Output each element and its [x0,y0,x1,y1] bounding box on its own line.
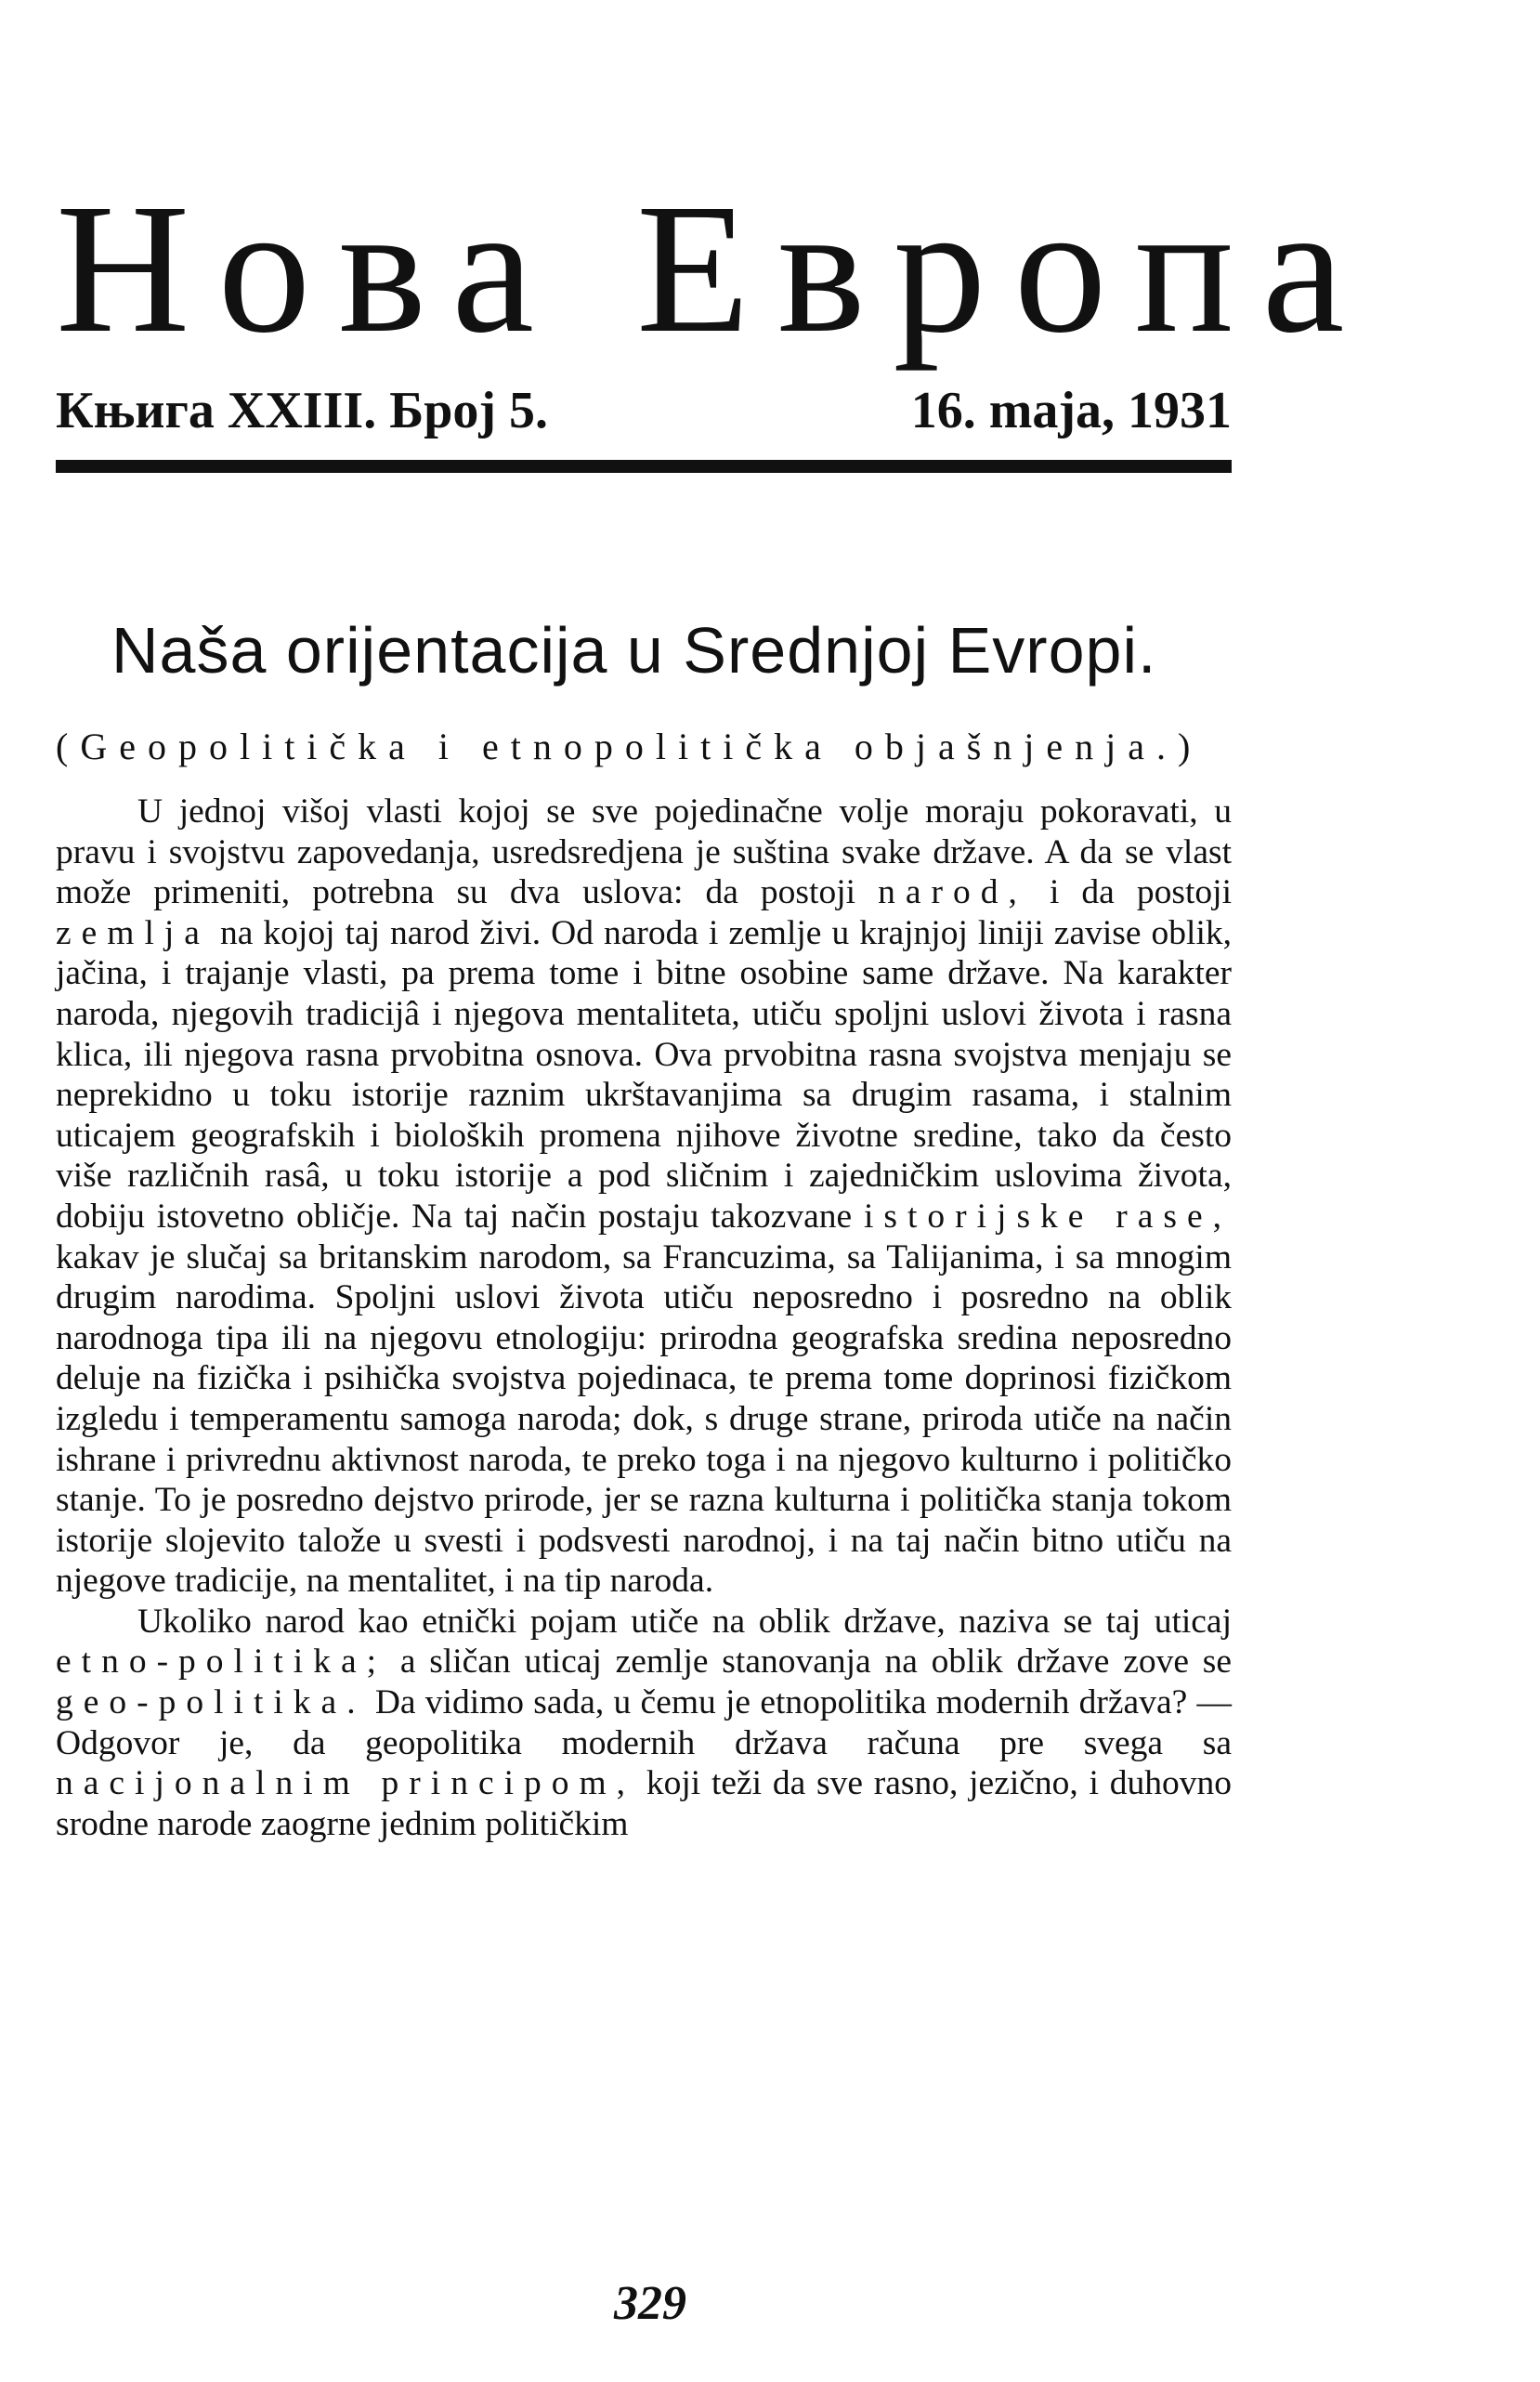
spaced-term: nacijonalnim principom, [56,1764,636,1803]
article-title: Naša orijentacija u Srednjoj Evropi. [111,614,1157,687]
text-run: koji teži da sve rasno, jezično, i duhovno srodne narode zaogrne jednim političkim [56,1764,1232,1843]
issue-line [56,381,1232,440]
spaced-term: etno-politika; [56,1643,387,1682]
spaced-term: geo-politika. [56,1683,366,1722]
masthead-rule [56,460,1232,473]
issue-number: Књига XXIII. Број 5. [56,382,549,439]
text-run: Da vidimo sada, u čemu je etnopolitika modernih država? — Odgovor je, da geopolitika modernih država računa pre svega sa [56,1683,1232,1762]
paragraph [56,792,1232,1602]
text-run: na kojoj taj narod živi. Od naroda i zemlje u krajnjoj liniji zavise oblik, jačina, i trajanje vlasti, pa prema tome i bitne osobine same države. Na karakter naroda, njegovih tradicijâ i njegova mentaliteta, utiču spoljni uslovi života i rasna klica, ili njegova rasna prvobitna osnova. Ova prvobitna rasna svojstva menjaju se neprekidno u toku istorije raznim ukrštavanjima sa drugim rasama, i stalnim uticajem geografskih i bioloških promena njihove životne sredine, tako da često više različnih rasâ, u toku istorije a pod sličnim i zajedničkim uslovima života, dobiju istovetno obličje. Na taj način postaju takozvane [56,913,1232,1236]
spaced-term: zemlja [56,913,210,952]
spaced-term: istorijske rase, [863,1197,1232,1236]
text-run: Ukoliko narod kao etnički pojam utiče na oblik države, naziva se taj uticaj [137,1602,1232,1641]
issue-date: 16. maja, 1931 [910,382,1232,439]
text-run: a sličan uticaj zemlje stanovanja na oblik države zove se [386,1643,1232,1682]
paragraph [56,1602,1232,1845]
article-body [56,792,1232,1844]
spaced-term: narod, [878,873,1027,912]
article-subtitle: (Geopolitička i etnopolitička objašnjenja.) [56,726,1203,767]
page-number: 329 [614,2277,686,2330]
text-run: i da postoji [1026,873,1232,912]
text-run: U jednoj višoj vlasti kojoj se sve pojedinačne volje moraju pokoravati, u pravu i svojstvu zapovedanja, usredsredjena je suština svake države. A da se vlast može primeniti, potrebna su dva uslova: da postoji [56,792,1232,912]
text-run: kakav je slučaj sa britanskim narodom, sa Francuzima, sa Talijanima, i sa mnogim drugim narodima. Spoljni uslovi života utiču neposredno i posredno na oblik narodnoga tipa ili na njegovu etnologiju: prirodna geografska sredina neposredno deluje na fizička i psihička svojstva pojedinaca, te prema tome doprinosi fizičkom izgledu i temperamentu samoga naroda; dok, s druge strane, priroda utiče na način ishrane i privrednu aktivnost naroda, te preko toga i na njegovo kulturno i političko stanje. To je posredno dejstvo prirode, jer se razna kulturna i politička stanja tokom istorije slojevito talože u svesti i podsvesti narodnoj, i na taj način bitno utiču na njegove tradicije, na mentalitet, i na tip naroda. [56,1237,1232,1601]
journal-title: Нова Европа [56,166,1373,372]
